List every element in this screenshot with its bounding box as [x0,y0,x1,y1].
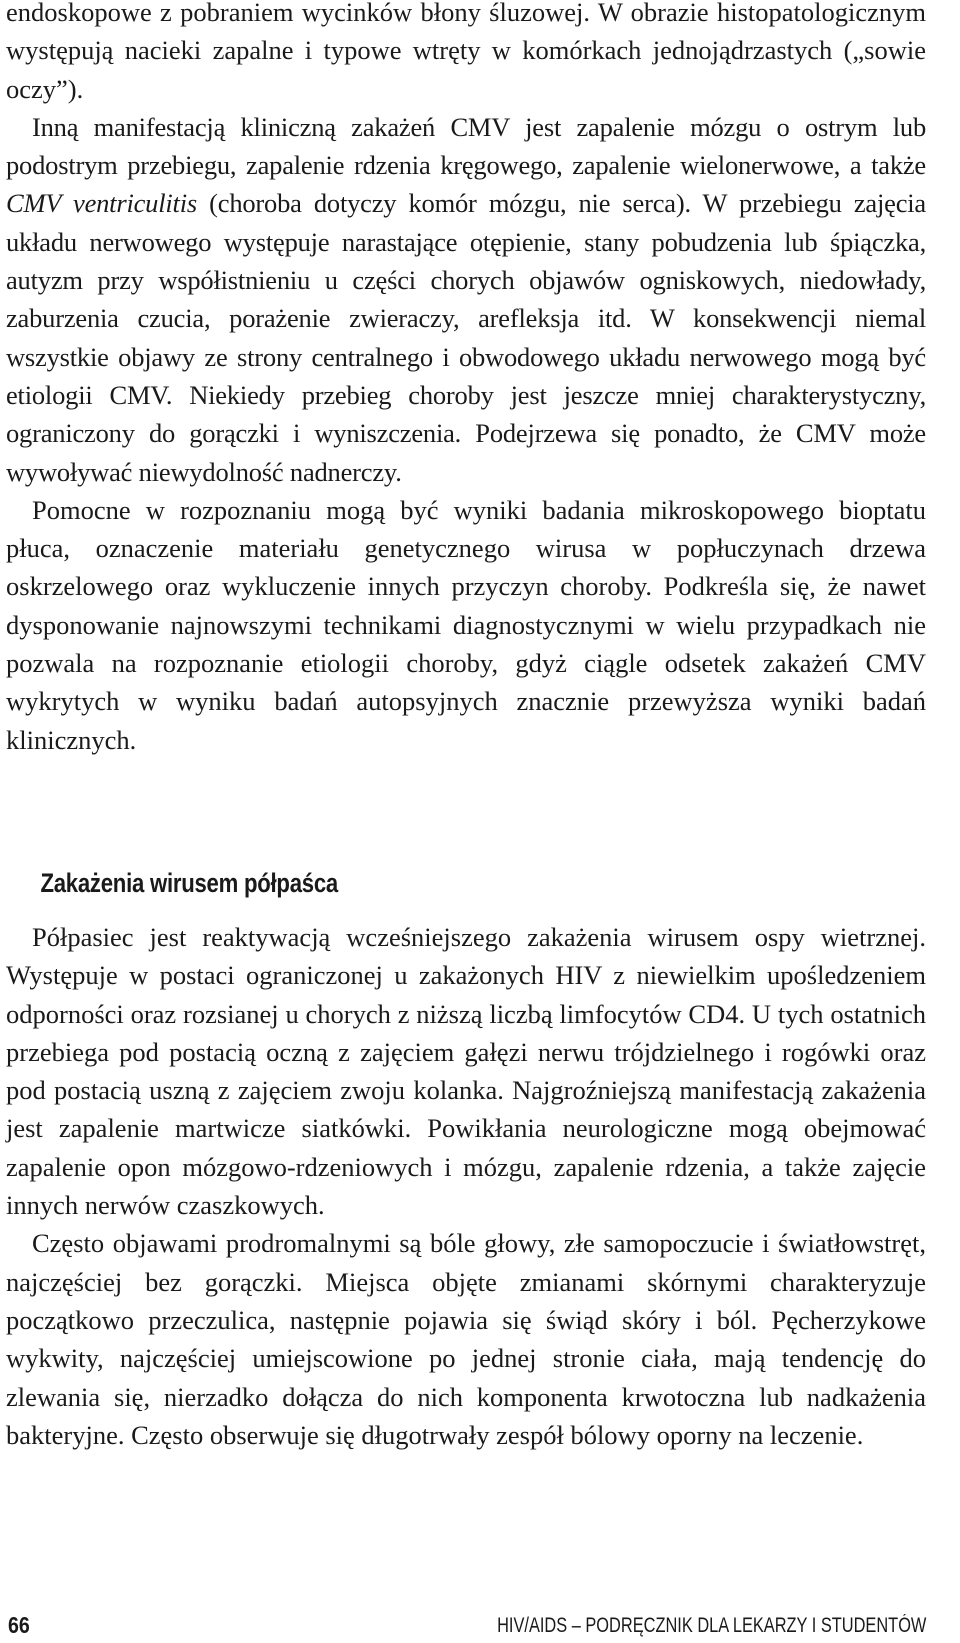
running-footer-title: HIV/AIDS – PODRĘCZNIK DLA LEKARZY I STUDENTÓW [496,1614,926,1637]
paragraph-text: Inną manifestacją kliniczną zakażeń CMV jest zapalenie mózgu o ostrym lub podostrym przebiegu, zapalenie rdzenia kręgowego, zapalenie wielonerwowe, a także [6,111,926,181]
paragraph-diagnosis: Pomocne w rozpoznaniu mogą być wyniki badania mikroskopowego bioptatu płuca, oznaczenie materiału genetycznego wirusa w popłuczynach drzewa oskrzelowego oraz wykluczenie innych przyczyn choroby. Podkreśla się, że nawet dysponowanie najnowszymi technikami diagnostycznymi w wielu przypadkach nie pozwala na rozpoznanie etiologii choroby, gdyż ciągle odsetek zakażeń CMV wykrytych w wyniku badań autopsyjnych znacznie przewyższa wyniki badań klinicznych. [6,494,926,755]
paragraph-zoster-symptoms: Często objawami prodromalnymi są bóle głowy, złe samopoczucie i światłowstręt, najczęściej bez gorączki. Miejsca objęte zmianami skórnymi charakteryzuje początkowo przeczulica, następnie pojawia się świąd skóry i ból. Pęcherzykowe wykwity, najczęściej umiejscowione po jednej stronie ciała, mają tendencję do zlewania się, nierzadko dołącza do nich komponenta krwotoczna lub nadkażenia bakteryjne. Często obserwuje się długotrwały zespół bólowy oporny na leczenie. [6,1228,926,1450]
page-number: 66 [8,1612,30,1638]
section-heading: Zakażenia wirusem półpaśca [40,868,338,898]
paragraph-cmv-neurological [6,108,926,491]
paragraph-histopathology: endoskopowe z pobraniem wycinków błony śluzowej. W obrazie histopatologicznym występują nacieki zapalne i typowe wtręty w komórkach jednojądrzastych („sowie oczy”). [6,0,926,104]
paragraph-text: (choroba dotyczy komór mózgu, nie serca). W przebiegu zajęcia układu nerwowego występuje narastające otępienie, stany pobudzenia lub śpiączka, autyzm przy współistnieniu u części chorych objawów ogniskowych, niedowłady, zaburzenia czucia, porażenie zwieraczy, arefleksja itd. W konsekwencji niemal wszystkie objawy ze strony centralnego i obwodowego układu nerwowego mogą być etiologii CMV. Niekiedy przebieg choroby jest jeszcze mniej charakterystyczny, ograniczony do gorączki i wyniszczenia. Podejrzewa się ponadto, że CMV może wywoływać niewydolność nadnerczy. [6,188,926,487]
section-herpes-zoster [6,918,926,1454]
paragraph-zoster-intro: Półpasiec jest reaktywacją wcześniejszego zakażenia wirusem ospy wietrznej. Występuje w postaci ograniczonej u zakażonych HIV z niewielkim upośledzeniem odporności oraz rozsianej u chorych z niższą liczbą limfocytów CD4. U tych ostatnich przebiega pod postacią oczną z zajęciem gałęzi nerwu trójdzielnego i rogówki oraz pod postacią uszną z zajęciem zwoju kolanka. Najgroźniejszą manifestacją zakażenia jest zapalenie martwicze siatkówki. Powikłania neurologiczne mogą obejmować zapalenie opon mózgowo-rdzeniowych i mózgu, zapalenie rdzenia, a także zajęcie innych nerwów czaszkowych. [6,922,926,1221]
italic-term: CMV ventriculitis [6,188,197,219]
section-cmv-continued [6,0,926,759]
